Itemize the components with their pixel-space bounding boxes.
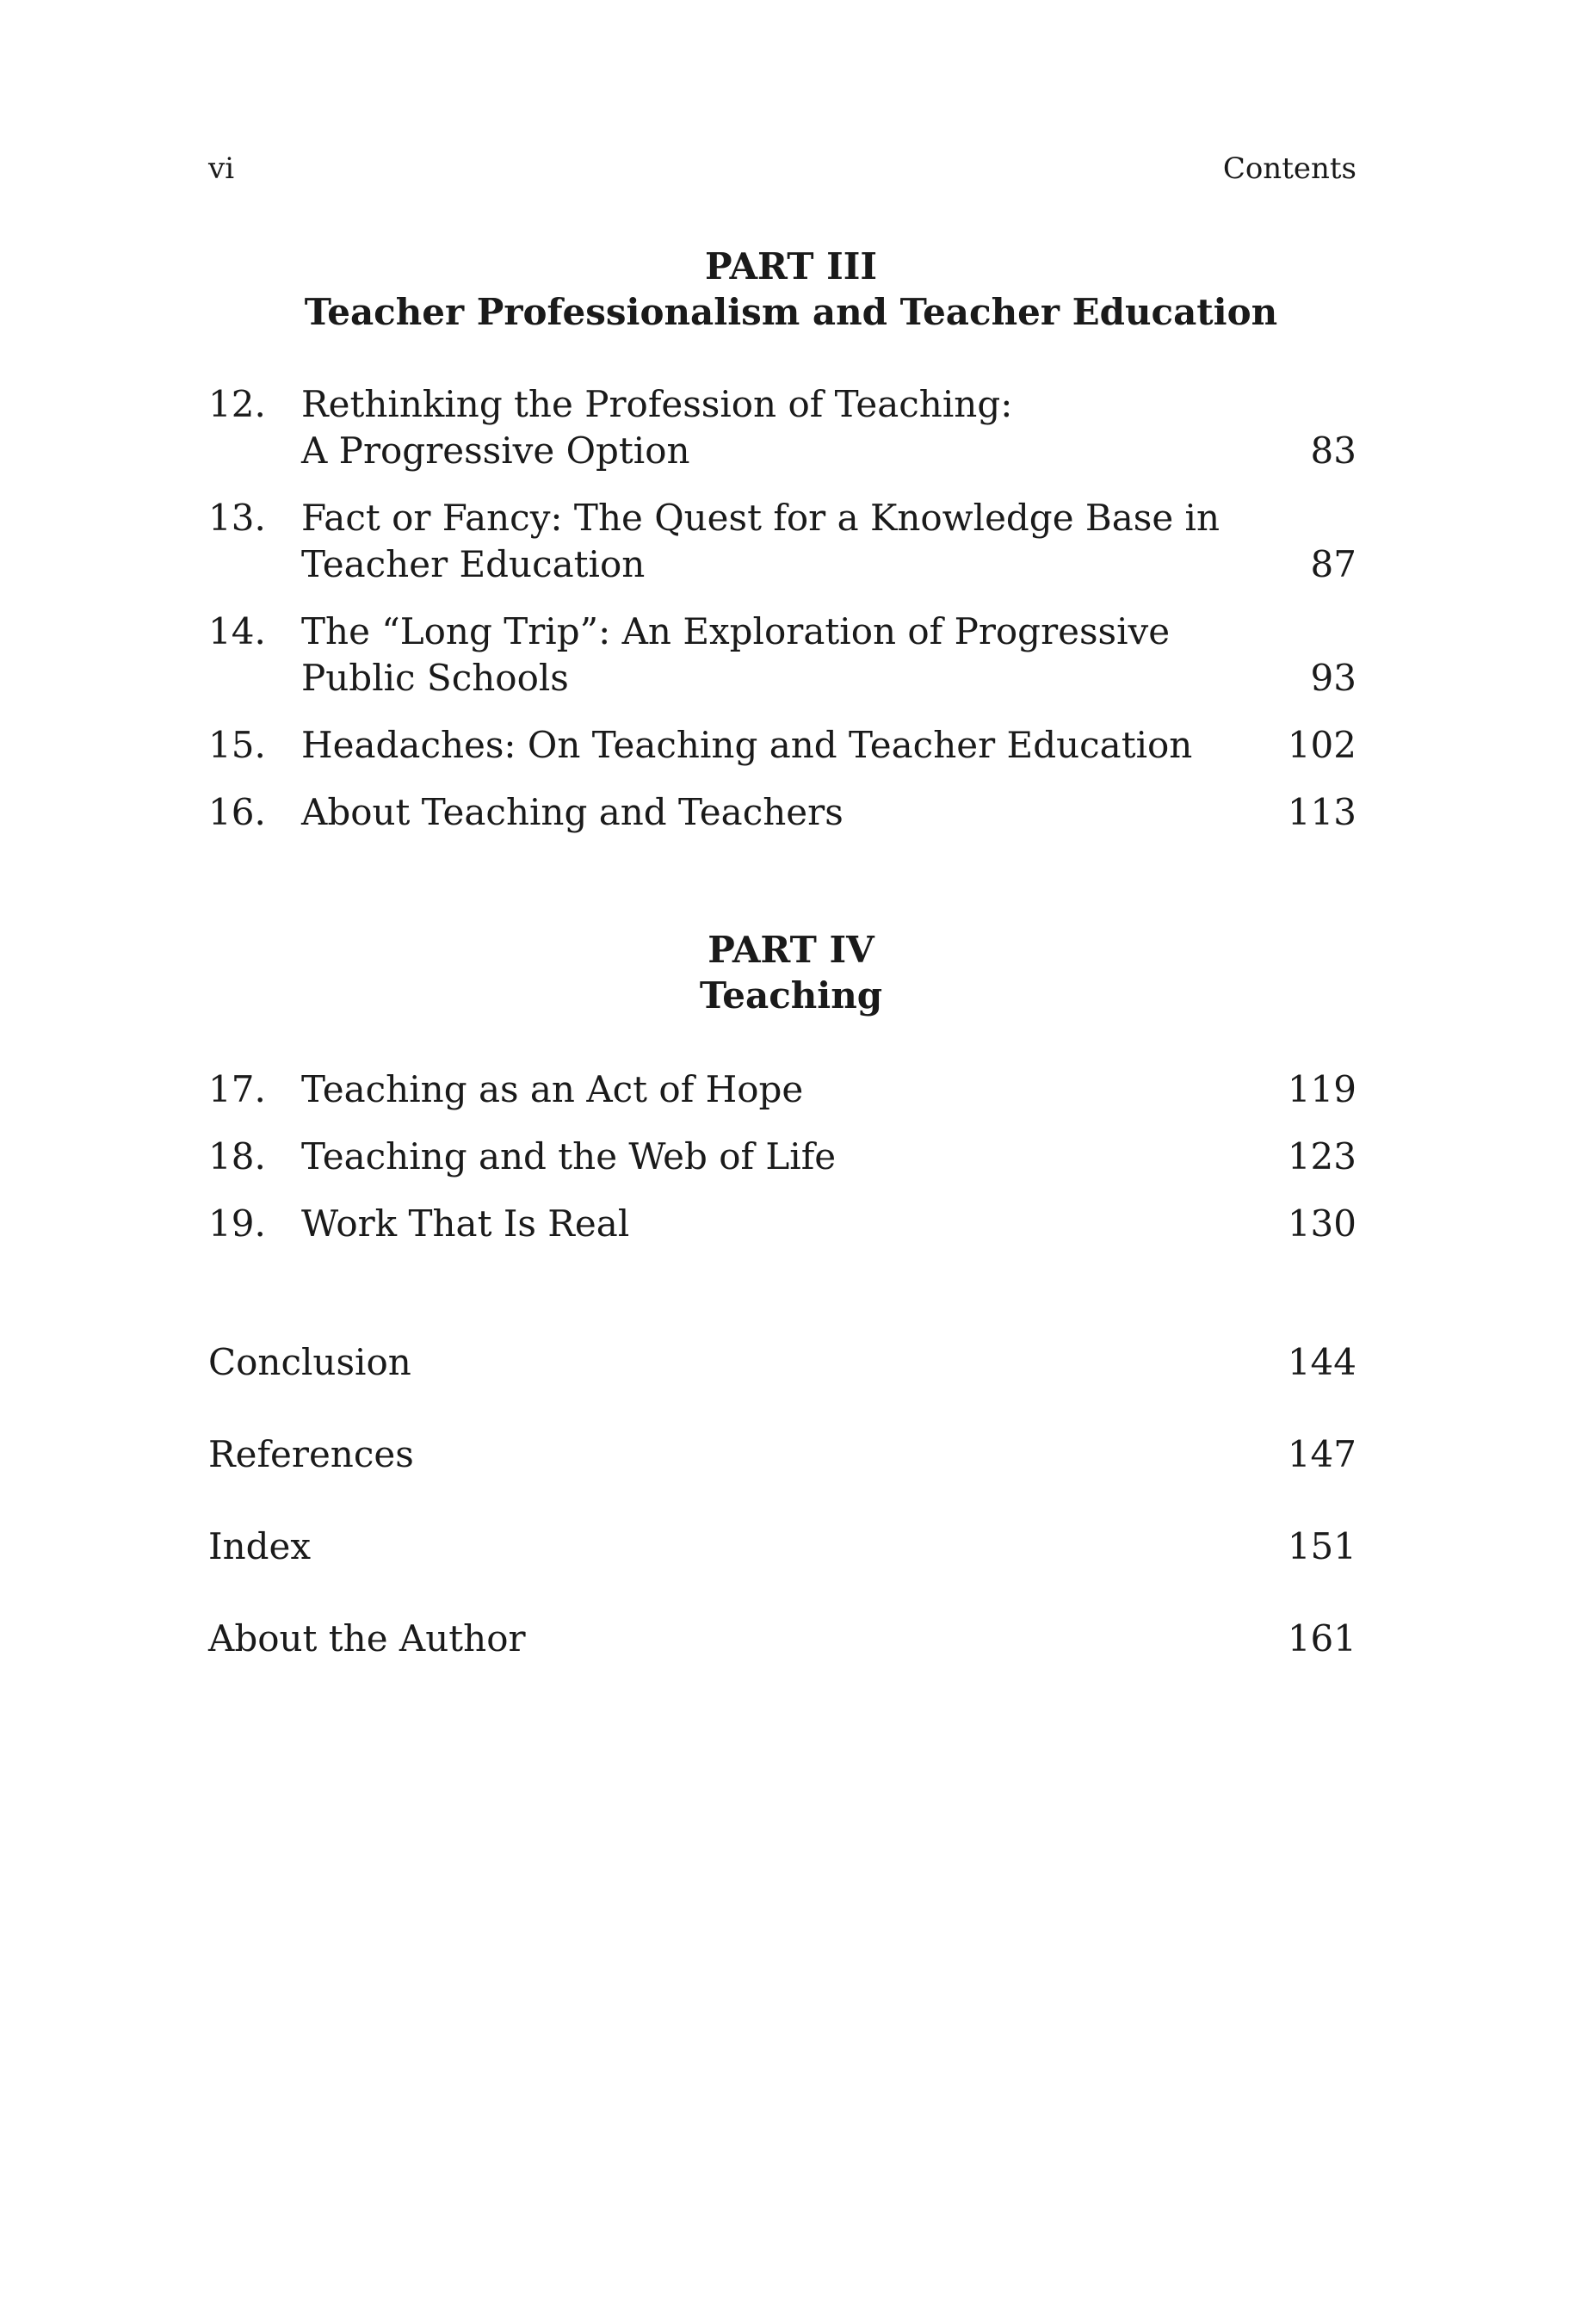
chapter-title-cont: Public Schools bbox=[301, 657, 569, 699]
chapter-number: 17. bbox=[208, 1068, 266, 1110]
toc-part-4 bbox=[208, 1066, 1356, 1268]
running-head bbox=[208, 151, 1356, 186]
folio: vi bbox=[208, 151, 235, 186]
back-matter bbox=[208, 1339, 1356, 1708]
back-matter-title: About the Author bbox=[208, 1617, 526, 1660]
toc-entry[interactable] bbox=[208, 722, 1356, 769]
chapter-number: 13. bbox=[208, 497, 266, 539]
toc-entry[interactable] bbox=[208, 1134, 1356, 1180]
chapter-title: Work That Is Real bbox=[301, 1202, 630, 1245]
part-title: Teaching bbox=[699, 974, 883, 1017]
part-label: PART III bbox=[704, 245, 878, 287]
part-heading bbox=[0, 927, 1582, 1018]
chapter-number: 14. bbox=[208, 610, 266, 652]
chapter-number: 16. bbox=[208, 791, 266, 833]
page-number: 144 bbox=[1287, 1341, 1356, 1383]
page-number: 151 bbox=[1287, 1525, 1356, 1567]
chapter-title: Teaching as an Act of Hope bbox=[301, 1068, 804, 1110]
page-number: 147 bbox=[1287, 1433, 1356, 1475]
running-title: Contents bbox=[1222, 151, 1356, 186]
page-number: 87 bbox=[1310, 543, 1356, 585]
toc-part-3 bbox=[208, 381, 1356, 856]
chapter-title: Fact or Fancy: The Quest for a Knowledge Base in bbox=[301, 497, 1220, 539]
chapter-title-cont: A Progressive Option bbox=[301, 430, 690, 472]
page-number: 123 bbox=[1287, 1135, 1356, 1177]
chapter-title: The “Long Trip”: An Exploration of Progressive bbox=[301, 610, 1171, 652]
page-number: 161 bbox=[1287, 1617, 1356, 1660]
toc-entry[interactable] bbox=[208, 1431, 1356, 1478]
page-number: 93 bbox=[1310, 657, 1356, 699]
part-heading bbox=[0, 244, 1582, 335]
toc-entry[interactable] bbox=[208, 1616, 1356, 1662]
chapter-title: About Teaching and Teachers bbox=[301, 791, 844, 833]
chapter-number: 18. bbox=[208, 1135, 266, 1177]
chapter-number: 15. bbox=[208, 724, 266, 766]
page-number: 83 bbox=[1310, 430, 1356, 472]
part-label: PART IV bbox=[708, 929, 874, 971]
toc-entry[interactable] bbox=[208, 789, 1356, 836]
chapter-number: 19. bbox=[208, 1202, 266, 1245]
chapter-title: Rethinking the Profession of Teaching: bbox=[301, 383, 1013, 425]
back-matter-title: References bbox=[208, 1433, 414, 1475]
back-matter-title: Conclusion bbox=[208, 1341, 411, 1383]
page-number: 113 bbox=[1287, 791, 1356, 833]
toc-entry[interactable] bbox=[208, 1066, 1356, 1113]
page-number: 102 bbox=[1287, 724, 1356, 766]
toc-entry[interactable] bbox=[208, 1524, 1356, 1570]
chapter-number: 12. bbox=[208, 383, 266, 425]
chapter-title: Teaching and the Web of Life bbox=[301, 1135, 837, 1177]
toc-entry[interactable] bbox=[208, 381, 1356, 474]
chapter-title: Headaches: On Teaching and Teacher Education bbox=[301, 724, 1193, 766]
back-matter-title: Index bbox=[208, 1525, 312, 1567]
part-title: Teacher Professionalism and Teacher Education bbox=[304, 291, 1278, 333]
page-number: 119 bbox=[1287, 1068, 1356, 1110]
toc-entry[interactable] bbox=[208, 1339, 1356, 1386]
toc-entry[interactable] bbox=[208, 609, 1356, 702]
toc-entry[interactable] bbox=[208, 495, 1356, 588]
toc-entry[interactable] bbox=[208, 1201, 1356, 1247]
page-number: 130 bbox=[1287, 1202, 1356, 1245]
chapter-title-cont: Teacher Education bbox=[301, 543, 646, 585]
